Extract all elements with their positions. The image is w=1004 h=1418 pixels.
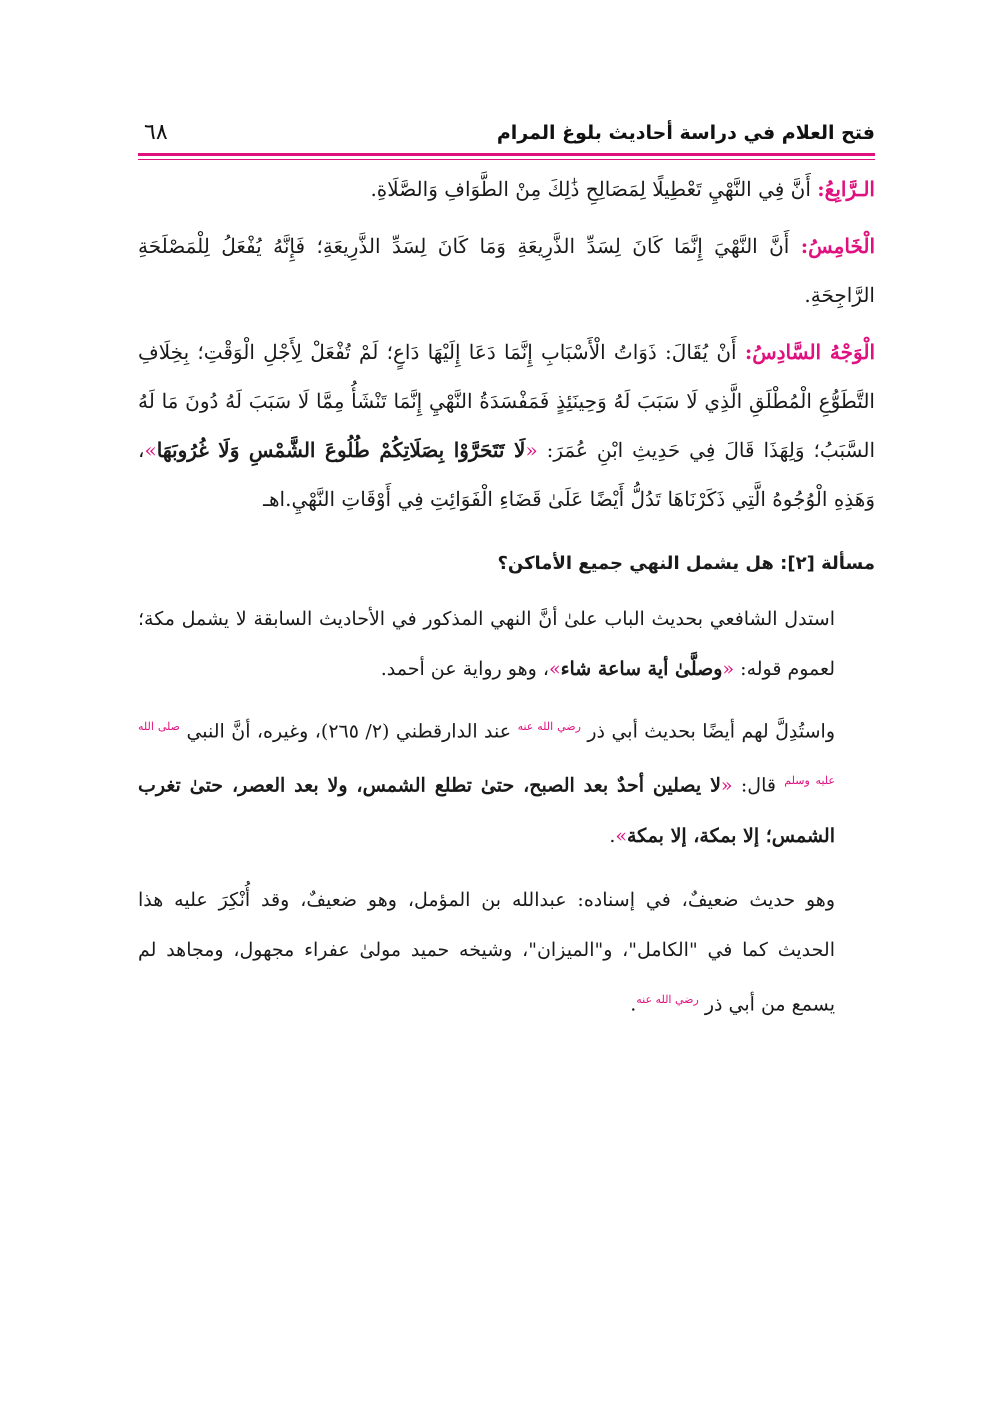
book-title: فتح العلام في دراسة أحاديث بلوغ المرام: [496, 122, 875, 144]
paragraph-label: الـرَّابِعُ:: [817, 177, 875, 201]
page-body: [138, 165, 875, 1029]
paragraph-shafii: [138, 594, 875, 694]
paragraph-text-continued: عند الدارقطني (٢/ ٢٦٥)، وغيره، أنَّ النبي: [180, 720, 518, 743]
paragraph-text: استدل الشافعي بحديث الباب علىٰ أنَّ النهي المذكور في الأحاديث السابقة لا يشمل مكة؛ لعموم قوله:: [138, 608, 835, 680]
paragraph-label: الْوَجْهُ السَّادِسُ:: [744, 340, 876, 364]
paragraph-text-continued: ، وشيخه حميد مولىٰ عفراء مجهول، ومجاهد لم يسمع من أبي ذر: [138, 938, 835, 1015]
paragraph-text-continued: ، وهو رواية عن أحمد.: [380, 658, 549, 680]
quote-open-mark: «: [525, 438, 538, 462]
header-rule-thin: [138, 159, 875, 160]
paragraph-text-continued: ، و: [603, 938, 629, 961]
honorific-mark: رضي الله عنه: [636, 992, 699, 1006]
paragraph-text-continued: ، وَهَذِهِ الْوُجُوهُ الَّتِي ذَكَرْنَاهَا تَدُلُّ أَيْضًا عَلَىٰ قَضَاءِ الْفَوَائِتِ فِي أَوْقَاتِ النَّهْيِ.اهـ: [138, 438, 875, 511]
honorific-mark: صلى الله عليه وسلم: [138, 720, 835, 788]
book-ref-mizan: "الميزان": [528, 938, 604, 961]
paragraph-text-continued: قال:: [732, 774, 785, 797]
paragraph-fifth: [138, 222, 875, 320]
paragraph-text: أَنَّ فِي النَّهْيِ تَعْطِيلًا لِمَصَالِحِ ذَٰلِكَ مِنْ الطَّوَافِ وَالصَّلَاةِ.: [370, 177, 818, 201]
paragraph-end: .: [630, 992, 637, 1015]
paragraph-text: وهو حديث ضعيفٌ، في إسناده: عبدالله بن المؤمل، وهو ضعيفٌ، وقد أُنْكِرَ عليه هذا الحديث كما في: [138, 888, 835, 961]
hadith-quote: لَا تَتَحَرَّوْا بِصَلَاتِكُمْ طُلُوعَ الشَّمْسِ وَلَا غُرُوبَهَا: [156, 438, 526, 462]
quote-close-mark: »: [144, 438, 157, 462]
book-ref-kamil: "الكامل": [628, 938, 698, 961]
paragraph-text: واستُدِلَّ لهم أيضًا بحديث أبي ذر: [580, 720, 835, 743]
quote-close-mark: »: [548, 658, 561, 680]
paragraph-label: الْخَامِسُ:: [800, 234, 875, 258]
running-header: [138, 120, 875, 156]
paragraph-text: أَنَّ النَّهْيَ إِنَّمَا كَانَ لِسَدِّ الذَّرِيعَةِ وَمَا كَانَ لِسَدِّ الذَّرِيعَةِ؛ فَإِنَّهُ يُفْعَلُ لِلْمَصْلَحَةِ الرَّاجِحَةِ.: [138, 234, 875, 307]
paragraph-text: أَنْ يُقَالَ: ذَوَاتُ الْأَسْبَابِ إِنَّمَا دَعَا إِلَيْهَا دَاعٍ؛ لَمْ تُفْعَلْ لِأَجْلِ الْوَقْتِ؛ بِخِلَافِ التَّطَوُّعِ الْمُطْلَقِ الَّذِي لَا سَبَبَ لَهُ وَحِينَئِذٍ فَمَفْسَدَةُ النَّهْيِ إِنَّمَا تَنْشَأُ مِمَّا لَا سَبَبَ لَهُ دُونَ مَا لَهُ السَّبَبُ؛ وَلِهَذَا قَالَ فِي حَدِيثِ ابْنِ عُمَرَ:: [138, 340, 876, 462]
page-number: ٦٨: [144, 120, 168, 145]
paragraph-end: .: [609, 824, 616, 847]
issue-title: هل يشمل النهي جميع الأماكن؟: [497, 553, 781, 574]
paragraph-weak-hadith: [138, 875, 875, 1029]
hadith-quote: وصلَّىٰ أية ساعة شاء: [560, 658, 723, 680]
honorific-mark: رضي الله عنه: [517, 720, 581, 733]
paragraph-fourth: [138, 165, 875, 214]
issue-heading: [138, 544, 875, 584]
quote-close-mark: »: [615, 824, 627, 847]
hadith-quote: لا يصلين أحدٌ بعد الصبح، حتىٰ تطلع الشمس، ولا بعد العصر، حتىٰ تغرب الشمس؛ إلا بمكة، إلا بمكة: [138, 774, 835, 847]
quote-open-mark: «: [720, 774, 733, 797]
header-rule-thick: [138, 153, 875, 156]
paragraph-sixth: [138, 328, 875, 524]
issue-label: مسألة [٢]:: [780, 553, 875, 574]
quote-open-mark: «: [722, 658, 735, 680]
paragraph-abu-dharr: [138, 702, 875, 861]
